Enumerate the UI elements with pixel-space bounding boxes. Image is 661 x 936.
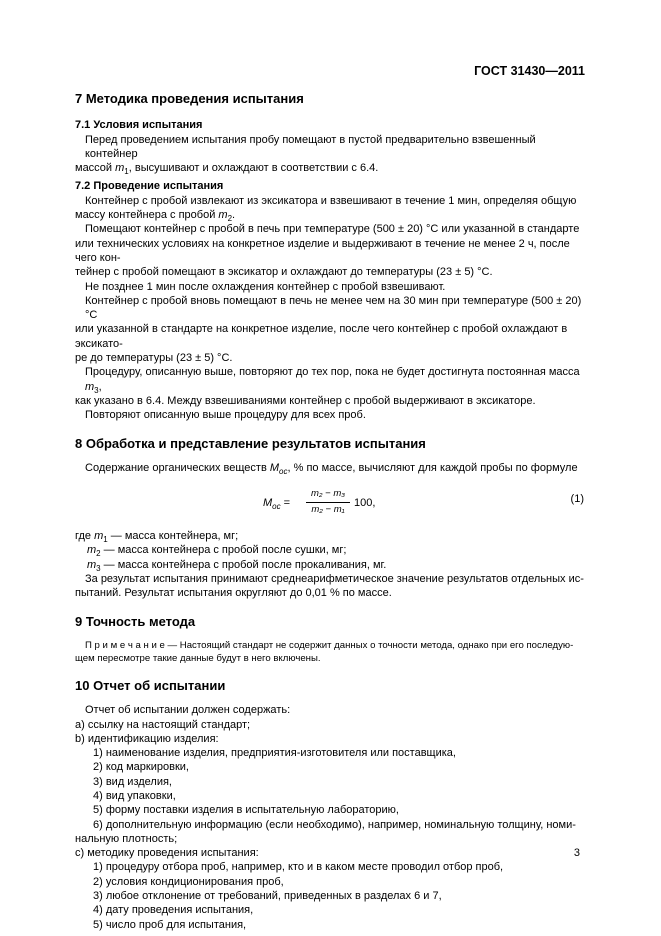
list-item: 2) код маркировки,: [93, 761, 189, 774]
section-7-title: 7 Методика проведения испытания: [75, 91, 304, 106]
variable-subscript: 2: [96, 549, 101, 559]
formula-lhs: [263, 496, 290, 510]
list-item: b) идентификацию изделия:: [75, 732, 219, 745]
text-line: Отчет об испытании должен содержать:: [85, 704, 291, 717]
variable: M: [263, 497, 273, 510]
text-fragment: , высушивают и охлаждают в соответствии с 6.4.: [128, 162, 379, 175]
list-item: 1) наименование изделия, предприятия-изготовителя или поставщика,: [93, 747, 456, 760]
variable: m: [218, 209, 228, 222]
text-line: Не позднее 1 мин после охлаждения контейнер с пробой взвешивают.: [85, 280, 446, 293]
variable-subscript: ос: [279, 467, 288, 477]
fraction-numerator: m₂ − m₃: [306, 487, 350, 503]
text-fragment: где: [75, 530, 95, 543]
definition-line: [75, 558, 586, 572]
definition-text: — масса контейнера с пробой после прокаливания, мг.: [100, 558, 387, 571]
text-line: [75, 208, 586, 222]
text-line: Повторяют описанную выше процедуру для всех проб.: [85, 409, 366, 422]
list-item: 5) число проб для испытания,: [93, 918, 247, 931]
equals-sign: =: [280, 497, 291, 510]
variable: m: [85, 380, 95, 393]
definition-text: — масса контейнера, мг;: [107, 530, 239, 543]
text-line: как указано в 6.4. Между взвешиваниями контейнер с пробой выдерживают в эксикаторе.: [75, 394, 536, 407]
formula-1: [75, 485, 586, 525]
definition-line: [75, 543, 586, 557]
text-fragment: Процедуру, описанную выше, повторяют до тех пор, пока не будет достигнута постоянная масса: [85, 366, 580, 379]
formula-number: (1): [570, 493, 584, 506]
standard-code: ГОСТ 31430—2011: [474, 64, 585, 78]
variable: M: [269, 461, 280, 474]
variable-subscript: 3: [96, 563, 101, 573]
variable-subscript: ос: [272, 502, 281, 512]
text-line: Перед проведением испытания пробу помещают в пустой предварительно взвешенный контейнер: [85, 133, 536, 160]
definition-text: — масса контейнера с пробой после сушки, мг;: [100, 544, 347, 557]
variable: m: [87, 558, 97, 571]
text-fragment: Содержание органических веществ: [85, 461, 270, 474]
text-line: [75, 461, 586, 475]
text-line: нальную плотность;: [75, 832, 178, 845]
text-line: [75, 365, 586, 394]
text-fragment: .: [232, 209, 236, 222]
list-item: 4) дату проведения испытания,: [93, 904, 254, 917]
variable: m: [87, 544, 97, 557]
list-item: 5) форму поставки изделия в испытательную лабораторию,: [93, 804, 399, 817]
text-fragment: , % по массе, вычисляют для каждой пробы по формуле: [287, 461, 578, 474]
note-line: щем пересмотре такие данные будут в него включены.: [75, 652, 321, 664]
page-number: 3: [573, 847, 580, 859]
variable-subscript: 3: [94, 385, 99, 395]
text-line: [75, 161, 586, 175]
list-item: 2) условия кондиционирования проб,: [93, 875, 284, 888]
list-item: 6) дополнительную информацию (если необходимо), например, номинальную толщину, номи-: [93, 818, 576, 831]
list-item: 4) вид упаковки,: [93, 789, 176, 802]
list-item: 3) любое отклонение от требований, приведенных в разделах 6 и 7,: [93, 890, 442, 903]
text-line: Контейнер с пробой вновь помещают в печь не менее чем на 30 мин при температуре (500 ± 20) °С: [85, 294, 582, 322]
section-9-title: 9 Точность метода: [75, 613, 196, 629]
variable: m: [94, 530, 104, 543]
variable-subscript: 1: [103, 535, 108, 545]
fraction-denominator: m₂ − m₁: [311, 504, 345, 516]
text-fragment: массой: [75, 162, 116, 175]
section-8-title: 8 Обработка и представление результатов испытания: [75, 435, 426, 451]
formula-multiplier: 100,: [354, 497, 376, 510]
section-10-title: 10 Отчет об испытании: [75, 677, 226, 693]
subsection-7-1-title: 7.1 Условия испытания: [75, 119, 203, 132]
text-fragment: массу контейнера с пробой: [75, 209, 219, 222]
text-line: или технических условиях на конкретное изделие и выдерживают в течение не менее 2 ч, после чего кон-: [75, 237, 570, 264]
formula-fraction: [306, 487, 350, 518]
text-fragment: ,: [98, 380, 102, 393]
document-body: [75, 92, 586, 932]
text-line: тейнер с пробой помещают в эксикатор и охлаждают до температуры (23 ± 5) °С.: [75, 266, 493, 279]
text-line: Помещают контейнер с пробой в печь при температуре (500 ± 20) °С или указанной в стандарте: [85, 223, 580, 236]
text-line: пытаний. Результат испытания округляют до 0,01 % по массе.: [75, 587, 392, 600]
text-line: ре до температуры (23 ± 5) °С.: [75, 352, 233, 365]
subsection-7-2-title: 7.2 Проведение испытания: [75, 180, 224, 193]
paragraph: [75, 133, 586, 162]
text-line: или указанной в стандарте на конкретное изделие, после чего контейнер с пробой охлаждают в эксикато-: [75, 323, 568, 350]
variable-subscript: 2: [227, 214, 233, 224]
variable-subscript: 1: [124, 167, 129, 177]
text-line: За результат испытания принимают среднеарифметическое значение результатов отдельных ис-: [85, 573, 584, 586]
variable: m: [115, 162, 125, 175]
definition-line: [75, 529, 586, 543]
list-item: 1) процедуру отбора проб, например, кто и в каком месте проводил отбор проб,: [93, 861, 504, 874]
list-item: a) ссылку на настоящий стандарт;: [75, 718, 251, 731]
list-item: 3) вид изделия,: [93, 775, 172, 788]
list-item: c) методику проведения испытания:: [75, 847, 259, 860]
note-line: П р и м е ч а н и е — Настоящий стандарт не содержит данных о точности метода, однако при его последую-: [85, 639, 574, 651]
text-line: Контейнер с пробой извлекают из эксикатора и взвешивают в течение 1 мин, определяя общую: [85, 194, 577, 207]
